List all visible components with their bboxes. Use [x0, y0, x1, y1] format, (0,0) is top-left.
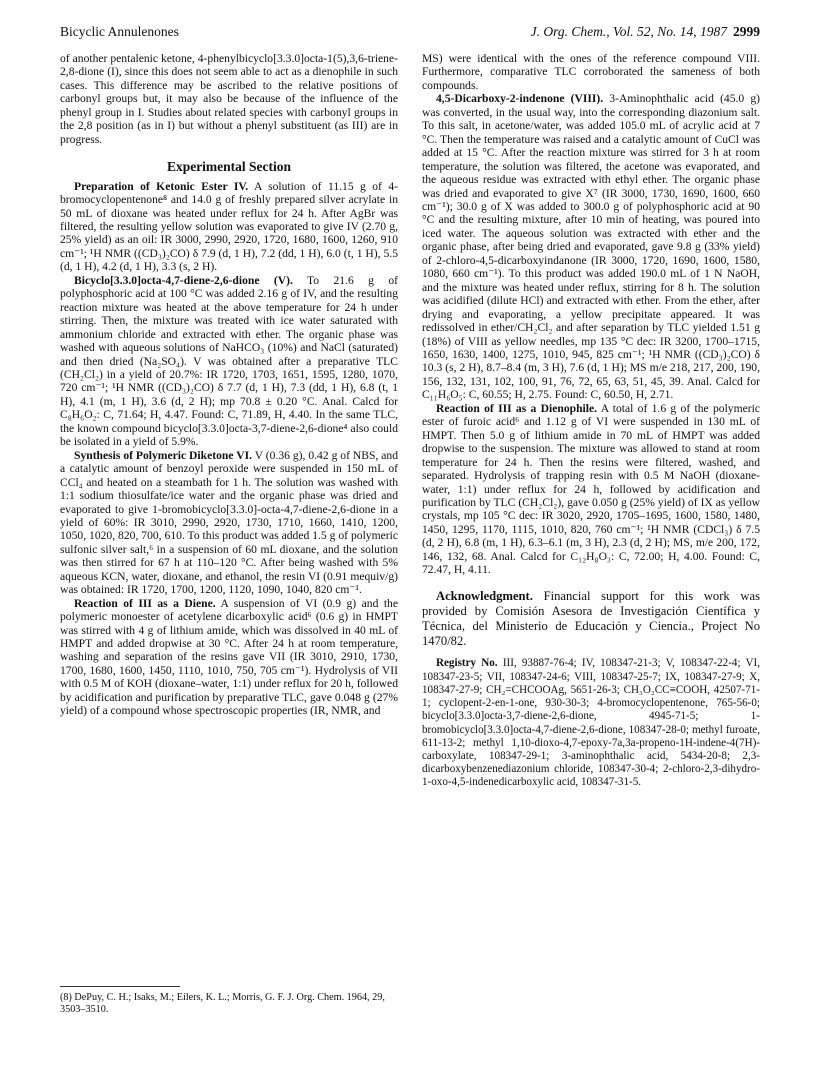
intro-paragraph: of another pentalenic ketone, 4-phenylbicyclo[3.3.0]octa-1(5),3,6-triene-2,8-dione (I), since this does not seem able to act as a dienophile in such cases. This difference may be ascribed to the relative positions of carbonyl groups but, it may also be because of the influence of the phenyl group in I. Studies about related species with carbonyl groups in the 2,8 position (as in I) but without a phenyl substituent (as III) are in progress.: [60, 52, 398, 146]
paragraph-title: Preparation of Ketonic Ester IV.: [74, 179, 249, 193]
paragraph-dicarboxy-indenone: [422, 92, 760, 401]
journal-name: J. Org. Chem., Vol. 52, No. 14, 1987: [530, 24, 727, 39]
right-column: [422, 52, 760, 790]
paragraph-body: 3-Aminophthalic acid (45.0 g) was converted, in the usual way, into the corresponding diazonium salt. To this salt, in acetone/water, was added 105.0 mL of acrylic acid at 7 °C. Then the temperature was raised and a catalytic amount of CuCl was added at 15 °C. After the reaction mixture was stirred for 3 h at room temperature, the solution was filtered, the acetone was evaporated, and the aqueous residue was extracted with ethyl ether. The organic phase was dried and evaporated to give X⁷ (IR 3000, 1730, 1690, 1600, 660 cm⁻¹); 30.0 g of X was added to 300.0 g of polyphosphoric acid at 90 °C and the resulting mixture, after 10 min of heating, was poured into iced water. The aqueous solution was extracted with ether and the organic phase, after being dried and evaporated, gave 9.8 g (33% yield) of 2-chloro-4,5-dicarboxyindanone (IR 3000, 1720, 1690, 1600, 1580, 1080, 660 cm⁻¹). To this product was added 190.0 mL of 1 N NaOH, and the mixture was heated under reflux, stirring for 8 h. The solution was acidified (dilute HCl) and extracted with ether. From the ether, after drying and evaporating, a yellow precipitate appeared. It was redissolved in ether/CH₂Cl₂ and after separation by TLC yielded 1.51 g (18%) of VIII as yellow needles, mp 135 °C dec: IR 3200, 1700–1715, 1650, 1630, 1400, 1275, 1010, 945, 825 cm⁻¹; ¹H NMR ((CD₃)₂CO) δ 10.3 (s, 2 H), 8.7–8.4 (m, 3 H), 7.6 (d, 1 H); MS m/e 218, 217, 200, 190, 156, 132, 131, 102, 100, 91, 76, 72, 65, 63, 51, 45, 39. Anal. Calcd for C₁₁H₆O₅: C, 60.55; H, 2.75. Found: C, 60.50, H, 2.71.: [422, 92, 761, 402]
footnote: (8) DePuy, C. H.; Isaks, M.; Eilers, K. L.; Morris, G. F. J. Org. Chem. 1964, 29, 3503–3510.: [60, 992, 385, 1015]
paragraph-body: V (0.36 g), 0.42 g of NBS, and a catalytic amount of benzoyl peroxide were suspended in 150 mL of CCl₄ and heated on a steambath for 1 h. The solution was washed with 1:1 sodium thiosulfate/ice water and the organic phase was dried and evaporated to give 1-bromobicyclo[3.3.0]-octa-4,7-diene-2,6-dione in a yield of 60%: IR 3010, 2990, 2920, 1730, 1710, 1660, 1410, 1200, 1050, 1020, 820, 700, 610. To this product was added 1.5 g of polymeric sulfonic silver salt,⁶ in a suspension of 60 mL dioxane, and the solution was then stirred for 67 h at 110–120 °C. After being washed with 5% aqueous KCN, water, dioxane, and ethanol, the resin VI (0.91 mequiv/g) was obtained: IR 1720, 1700, 1200, 1120, 1090, 1040, 820 cm⁻¹.: [60, 448, 398, 597]
footnote-rule: [60, 986, 180, 987]
paragraph-dienophile-reaction: [422, 402, 760, 577]
paragraph-body: A solution of 11.15 g of 4-bromocyclopentenone⁸ and 14.0 g of freshly prepared silver acrylate in 50 mL of dioxane was heated under reflux for 24 h. After AgBr was filtered, the resulting yellow solution was evaporated to give IV (2.70 g, 25% yield) as an oil: IR 3000, 2990, 2920, 1720, 1680, 1600, 1260, 910 cm⁻¹; ¹H NMR ((CD₃)₂CO) δ 7.9 (d, 1 H), 7.2 (dd, 1 H), 6.0 (t, 1 H), 5.5 (d, 1 H), 4.2 (d, 1 H), 3.3 (s, 2 H).: [60, 179, 398, 274]
acknowledgment-title: Acknowledgment.: [436, 588, 533, 603]
paragraph-polymeric-diketone: [60, 449, 398, 597]
journal-citation: [531, 24, 760, 40]
paragraph-body: A suspension of VI (0.9 g) and the polymeric monoester of acetylene dicarboxylic acid⁶ (0.6 g) in HMPT was stirred with 4 g of lithium amide, which was dissolved in 40 mL of HMPT and added dropwise at 30 °C. After 24 h at room temperature, washing and separation of the resins gave VII (IR 3010, 2910, 1730, 1700, 1680, 1600, 1450, 1110, 1010, 750, 705 cm⁻¹). Hydrolysis of VII with 0.5 M of KOH (dioxane–water, 1:1) under reflux for 20 h, followed by acidification and purification by preparative TLC, gave 0.048 g (27% yield) of a compound whose spectroscopic properties (IR, NMR, and: [60, 596, 398, 718]
paragraph-title: 4,5-Dicarboxy-2-indenone (VIII).: [436, 92, 604, 106]
paragraph-title: Bicyclo[3.3.0]octa-4,7-diene-2,6-dione (V).: [74, 273, 293, 287]
paragraph-title: Reaction of III as a Dienophile.: [436, 401, 598, 415]
paragraph-title: Reaction of III as a Diene.: [74, 596, 216, 610]
paragraph-ketonic-ester: [60, 180, 398, 274]
left-column: [60, 52, 398, 718]
paragraph-bicyclo-diene: [60, 274, 398, 449]
paragraph-diene-reaction: [60, 597, 398, 718]
acknowledgment: [422, 589, 760, 650]
registry-numbers: [422, 657, 760, 789]
section-heading: Experimental Section: [166, 159, 292, 175]
paragraph-body: To 21.6 g of polyphosphoric acid at 100 °C was added 2.16 g of IV, and the resulting reaction mixture was heated at the above temperature for 24 h under stirring. Then, the mixture was treated with ice water saturated with ammonium chloride and extracted with ether. The organic phase was washed with aqueous solutions of NaHCO₃ (10%) and NaCl (saturated) and then dried (Na₂SO₄). V was obtained after a preparative TLC (CH₂Cl₂) in a yield of 20.7%: IR 1720, 1703, 1651, 1595, 1280, 1070, 720 cm⁻¹; ¹H NMR ((CD₃)₂CO) δ 7.7 (d, 1 H), 7.3 (dd, 1 H), 6.8 (t, 1 H), 4.1 (m, 1 H), 3.6 (d, 2 H); mp 70.8 ± 0.20 °C. Anal. Calcd for C₈H₆O₂: C, 71.64; H, 4.47. Found: C, 71.89, H, 4.40. In the same TLC, the known compound bicyclo[3.3.0]octa-3,7-diene-2,6-dione⁴ also could be isolated in a yield of 5.9%.: [60, 273, 398, 449]
continued-paragraph: MS) were identical with the ones of the reference compound VIII. Furthermore, comparative TLC corroborated the sameness of both compounds.: [422, 52, 760, 92]
paragraph-title: Synthesis of Polymeric Diketone VI.: [74, 448, 252, 462]
page-number: 2999: [733, 24, 760, 39]
acknowledgment-body: Financial support for this work was provided by Comisión Asesora de Investigación Científica y Técnica, del Ministerio de Educación y Ciencia., Project No 1470/82.: [422, 588, 760, 649]
running-header: [60, 24, 760, 46]
registry-title: Registry No.: [436, 657, 498, 670]
running-title: Bicyclic Annulenones: [60, 24, 179, 39]
paragraph-body: A total of 1.6 g of the polymeric ester of furoic acid⁶ and 1.12 g of VI were suspended in 130 mL of HMPT. Then 5.0 g of lithium amide in 70 mL of HMPT was added dropwise to the suspension. The mixture was allowed to stand at room temperature for 24 h. Then the resins were filtered, washed, and separated. Hydrolysis of trapping resin with 0.5 M NaOH (dioxane-water, 1:1) under reflux for 24 h, followed by acidification and purification by TLC (CH₂Cl₂), gave 0.050 g (25% yield) of IX as yellow crystals, mp 105 °C dec: IR 3020, 2920, 1705–1695, 1600, 1580, 1480, 1450, 1295, 1170, 1115, 1010, 820, 760 cm⁻¹; ¹H NMR (CDCl₃) δ 7.5 (d, 2 H), 6.8 (m, 1 H), 6.3–6.1 (m, 3 H), 2.3 (d, 2 H); MS, m/e 200, 172, 146, 132, 68. Anal. Calcd for C₁₂H₈O₃: C, 72.00; H, 4.00. Found: C, 72.47, H, 4.11.: [422, 401, 760, 577]
registry-body: III, 93887-76-4; IV, 108347-21-3; V, 108347-22-4; VI, 108347-23-5; VII, 108347-24-6; VIII, 108347-25-7; IX, 108347-27-9; X, 108347-27-9; CH₂=CHCOOAg, 5651-26-3; CH₃O₂CC≡COOH, 42507-71-1; cyclopent-2-en-1-one, 930-30-3; 4-bromocyclopentenone, 765-56-0; bicyclo[3.3.0]octa-3,7-diene-2,6-dione, 4945-71-5; 1-bromobicyclo[3.3.0]octa-4,7-diene-2,6-dione, 108347-28-0; methyl furoate, 611-13-2; methyl 1,10-dioxo-4,7-epoxy-7a,3a-propeno-1H-indene-4(7H)-carboxylate, 108347-29-1; 3-aminophthalic acid, 5434-20-8; 2,3-dicarboxybenzenediazonium chloride, 108347-30-4; 2-chloro-2,3-dihydro-1-oxo-4,5-indenedicarboxylic acid, 108347-31-5.: [422, 657, 761, 789]
